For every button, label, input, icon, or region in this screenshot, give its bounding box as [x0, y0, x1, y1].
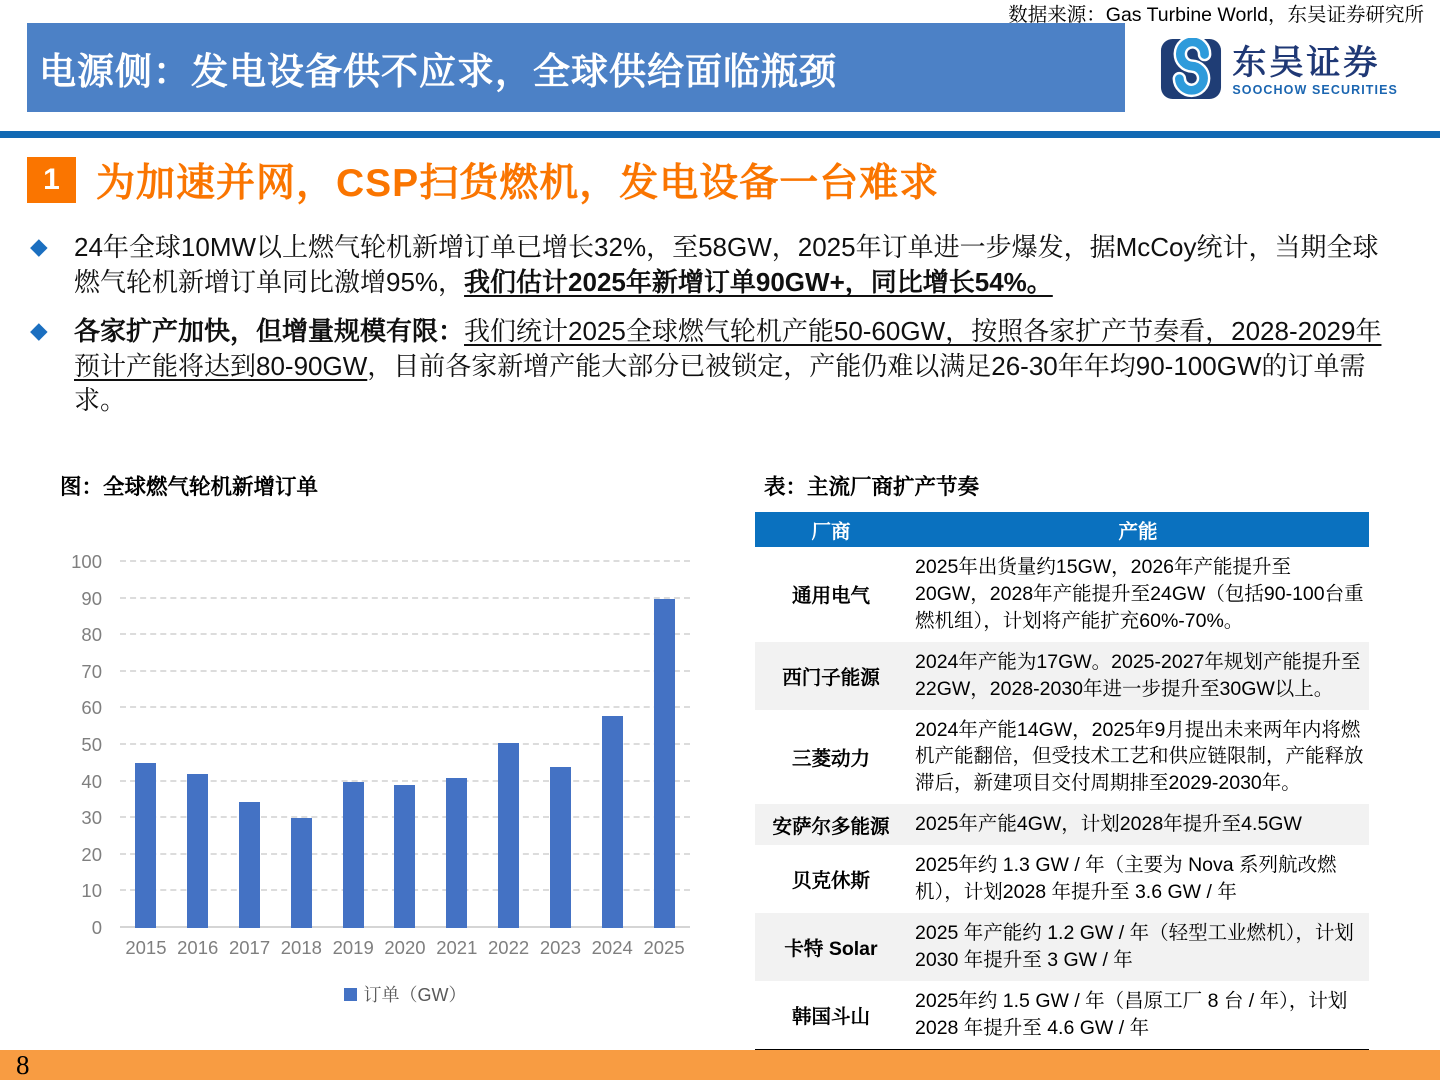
x-tick-label: 2015 [125, 937, 167, 958]
bar-slot [586, 562, 638, 928]
bar-2024 [602, 716, 623, 928]
bar-2022 [498, 743, 519, 928]
y-tick-label: 60 [81, 697, 102, 719]
bar-slot [379, 562, 431, 928]
vendor-cell: 通用电气 [791, 585, 870, 608]
y-tick-label: 70 [81, 660, 102, 682]
table-row [755, 845, 1369, 913]
bullet-segment: ，目前各家新增产能大部分已被锁定，产能仍难以满足26-30年年均90-100GW的订单需求。 [74, 350, 1366, 416]
chart-legend [120, 981, 690, 1007]
table-header-capacity: 产能 [1118, 520, 1158, 543]
bullet-text [74, 314, 1382, 418]
table-row [755, 913, 1369, 981]
diamond-bullet-icon: ◆ [30, 317, 48, 344]
x-tick-label: 2020 [384, 937, 426, 958]
x-tick-label: 2017 [228, 937, 271, 958]
slide-title: 电源侧：发电设备供不应求，全球供给面临瓶颈 [39, 50, 837, 92]
y-tick-label: 20 [81, 843, 102, 865]
bar-slot [224, 562, 276, 928]
y-tick-label: 90 [81, 587, 102, 609]
x-tick-label: 2024 [591, 937, 633, 958]
bar-slot [535, 562, 587, 928]
capacity-cell: 2025 年产能约 1.2 GW / 年（轻型工业燃机），计划2030 年提升至 3 GW / 年 [915, 921, 1354, 971]
bullet-list [30, 230, 1382, 433]
capacity-cell: 2024年产能14GW，2025年9月提出未来两年内将燃机产能翻倍，但受技术工艺和供应链限制，产能释放滞后，新建项目交付周期排至2029-2030年。 [915, 718, 1364, 795]
section-number-badge: 1 [27, 157, 76, 203]
y-tick-label: 40 [81, 770, 102, 792]
capacity-cell: 2025年约 1.5 GW / 年（昌原工厂 8 台 / 年），计划2028 年提升至 4.6 GW / 年 [915, 989, 1348, 1039]
x-axis-labels [120, 937, 690, 959]
bullet-segment: 24年全球10MW以上燃气轮机新增订单已增长32%，至58GW，2025年订单进一步爆发，据McCoy统计，当期全球燃气轮机新增订单同比激增95%， [74, 232, 1379, 297]
header-divider [0, 131, 1440, 138]
vendor-cell: 贝克休斯 [791, 870, 870, 893]
bar-2018 [291, 818, 312, 928]
capacity-cell: 2024年产能为17GW。2025-2027年规划产能提升至22GW，2028-2030年进一步提升至30GW以上。 [915, 650, 1361, 700]
bar-2023 [550, 767, 571, 928]
bar-slot [483, 562, 535, 928]
table-row [755, 804, 1369, 845]
table-row [755, 710, 1369, 805]
bar-2020 [394, 785, 415, 928]
x-tick-label: 2016 [177, 937, 219, 958]
vendor-cell: 安萨尔多能源 [772, 815, 890, 838]
gas-turbine-orders-chart [71, 551, 690, 1007]
bar-slot [327, 562, 379, 928]
bar-2019 [343, 782, 364, 928]
y-tick-label: 10 [81, 880, 102, 902]
x-tick-label: 2018 [280, 937, 322, 958]
x-tick-label: 2022 [488, 937, 530, 958]
logo-name-en: SOOCHOW SECURITIES [1232, 83, 1398, 98]
bar-2021 [446, 778, 467, 928]
table-row [755, 642, 1369, 710]
y-tick-label: 30 [81, 807, 102, 829]
bar-2025 [654, 599, 675, 928]
y-tick-label: 100 [71, 551, 102, 572]
bullet-text [74, 230, 1382, 299]
x-tick-label: 2023 [539, 937, 581, 958]
vendor-cell: 三菱动力 [791, 747, 870, 770]
footer-bar [0, 1050, 1440, 1080]
company-logo [1160, 38, 1398, 105]
capacity-cell: 2025年产能4GW，计划2028年提升至4.5GW [915, 813, 1302, 836]
bar-slot [638, 562, 690, 928]
data-source: 数据来源：Gas Turbine World，东吴证券研究所 [1008, 4, 1424, 26]
bar-2015 [135, 763, 156, 928]
bullet-segment-emphasis: 我们估计2025年新增订单90GW+，同比增长54%。 [464, 266, 1053, 297]
y-tick-label: 80 [81, 624, 102, 646]
bar-slot [120, 562, 172, 928]
bullet-item [30, 314, 1382, 418]
y-tick-label: 50 [81, 734, 102, 755]
logo-name-cn: 东吴证券 [1232, 44, 1381, 83]
x-tick-label: 2021 [436, 937, 478, 958]
y-tick-label: 0 [91, 917, 102, 938]
table-header-row [755, 512, 1369, 547]
vendor-cell: 卡特 Solar [784, 937, 878, 960]
capacity-cell: 2025年出货量约15GW，2026年产能提升至20GW，2028年产能提升至24GW（包括90-100台重燃机组），计划将产能扩充60%-70%。 [915, 556, 1364, 632]
bar-2017 [239, 802, 260, 928]
vendor-cell: 西门子能源 [782, 666, 880, 689]
page-number: 8 [16, 1050, 30, 1080]
header-bar [27, 23, 1125, 112]
soochow-logo-icon [1160, 38, 1222, 105]
diamond-bullet-icon: ◆ [30, 233, 48, 259]
table-row [755, 547, 1369, 642]
legend-swatch [344, 988, 357, 1001]
x-tick-label: 2025 [643, 937, 685, 958]
bullet-segment-underline: 我们统计2025全球燃气轮机产能50-60GW，按照各家扩产节奏看，2028-2029年预计产能将达到80-90GW [74, 316, 1382, 381]
chart-bars [120, 562, 690, 928]
y-axis-labels [68, 551, 110, 938]
capacity-cell: 2025年约 1.3 GW / 年（主要为 Nova 系列航改燃机），计划2028 年提升至 3.6 GW / 年 [915, 854, 1337, 904]
section-title: 为加速并网，CSP扫货燃机，发电设备一台难求 [96, 162, 940, 205]
bar-slot [431, 562, 483, 928]
x-tick-label: 2019 [332, 937, 374, 958]
bullet-segment-bold: 各家扩产加快，但增量规模有限： [74, 316, 465, 347]
chart-plot [71, 551, 690, 938]
table-header-vendor: 厂商 [811, 520, 851, 543]
chart-title: 图：全球燃气轮机新增订单 [60, 475, 319, 499]
vendor-cell: 韩国斗山 [791, 1005, 870, 1028]
capacity-table [755, 512, 1369, 1051]
bar-2016 [187, 774, 208, 928]
bullet-item [30, 230, 1382, 299]
bar-slot [275, 562, 327, 928]
bar-slot [172, 562, 224, 928]
legend-label: 订单（GW） [363, 985, 467, 1005]
logo-text [1232, 46, 1398, 97]
table-row [755, 981, 1369, 1049]
table-title: 表：主流厂商扩产节奏 [764, 475, 980, 499]
